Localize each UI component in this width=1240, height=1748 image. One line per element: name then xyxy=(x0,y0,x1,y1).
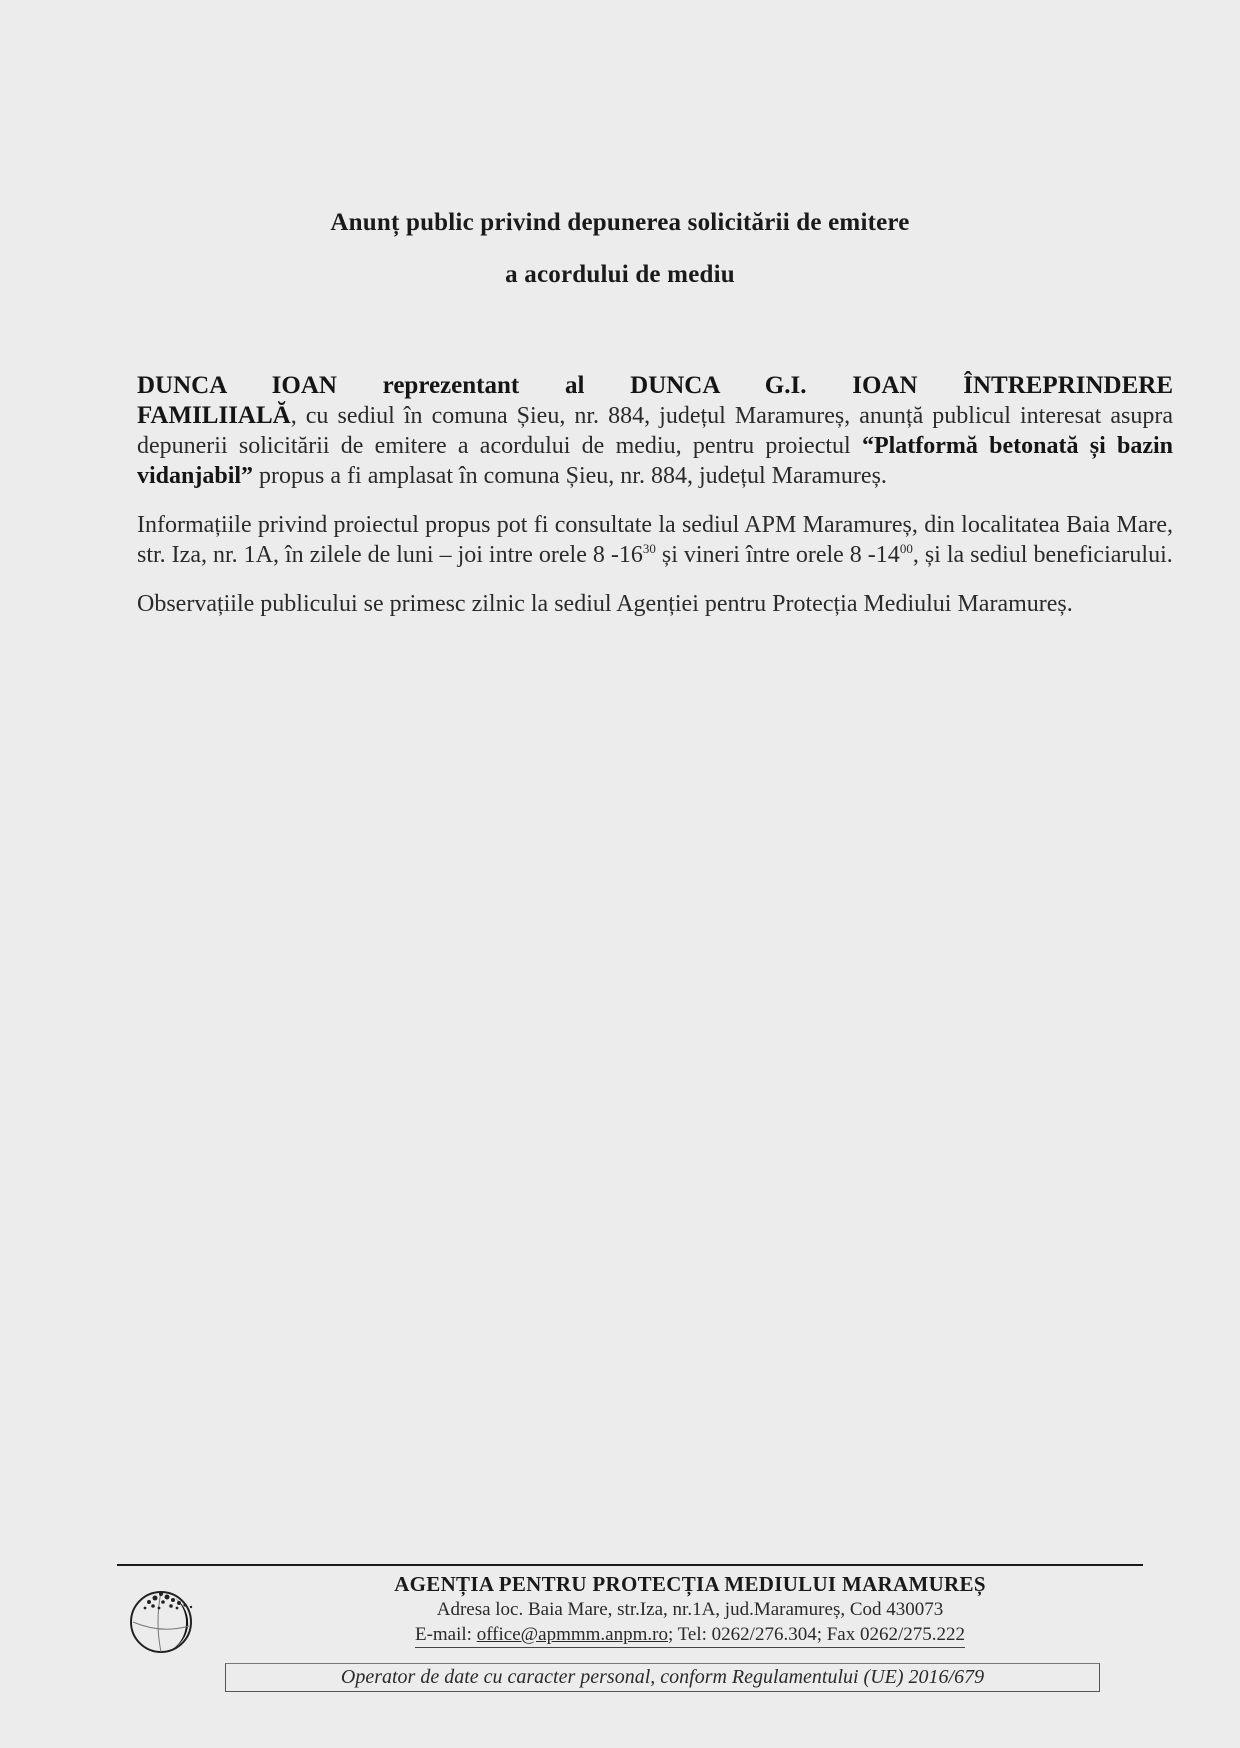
announcement-title xyxy=(0,210,1240,288)
hours-sup-b: 00 xyxy=(899,541,913,556)
footer-divider xyxy=(117,1564,1143,1566)
applicant-name: DUNCA IOAN reprezentant al DUNCA G.I. IOAN ÎNTREPRINDERE xyxy=(137,372,1173,399)
applicant-text-a: , cu sediul în comuna Șieu, nr. 884, județul Maramureș, anunță publicul interesat asupra depunerii solicitării de emitere a acordului de mediu, pentru proiectul xyxy=(137,403,1173,459)
phone-fax: ; Tel: 0262/276.304; Fax 0262/275.222 xyxy=(667,1624,966,1645)
agency-name: AGENȚIA PENTRU PROTECȚIA MEDIULUI MARAMUREȘ xyxy=(394,1572,986,1596)
applicant-text-b: propus a fi amplasat în comuna Șieu, nr. 884, județul Maramureș. xyxy=(253,463,887,489)
agency-contact-line xyxy=(220,1622,1160,1648)
paragraph-applicant xyxy=(137,371,1173,491)
announcement-body xyxy=(137,371,1173,638)
globe-tree-logo-icon xyxy=(125,1578,207,1660)
gdpr-notice: Operator de date cu caracter personal, conform Regulamentului (UE) 2016/679 xyxy=(225,1663,1100,1692)
title-line-2: a acordului de mediu xyxy=(505,261,735,288)
paragraph-observations: Observațiile publicului se primesc zilnic la sediul Agenției pentru Protecția Mediului Maramureș. xyxy=(137,591,1073,617)
project-name: “Platformă betonată și bazin vidanjabil” xyxy=(137,433,1174,489)
email-link[interactable]: office@apmmm.anpm.ro xyxy=(476,1624,668,1645)
contact-line xyxy=(415,1622,965,1648)
paragraph-consultation xyxy=(137,510,1173,570)
consultation-text-b: și vineri între orele 8 -14 xyxy=(655,542,900,568)
agency-address: Adresa loc. Baia Mare, str.Iza, nr.1A, jud.Maramureș, Cod 430073 xyxy=(436,1599,944,1620)
agency-contact xyxy=(220,1571,1160,1648)
applicant-name-cont: FAMILIIALĂ xyxy=(137,402,291,429)
title-line-1: Anunț public privind depunerea solicitării de emitere xyxy=(330,209,910,236)
hours-sup-a: 30 xyxy=(642,541,656,556)
consultation-text-a: Informațiile privind proiectul propus pot fi consultate la sediul APM Maramureș, din localitatea Baia Mare, str. Iza, nr. 1A, în zilele de luni – joi intre orele 8 -16 xyxy=(137,512,1173,568)
consultation-text-c: , și la sediul beneficiarului. xyxy=(912,542,1173,568)
email-label: E-mail: xyxy=(414,1624,477,1645)
